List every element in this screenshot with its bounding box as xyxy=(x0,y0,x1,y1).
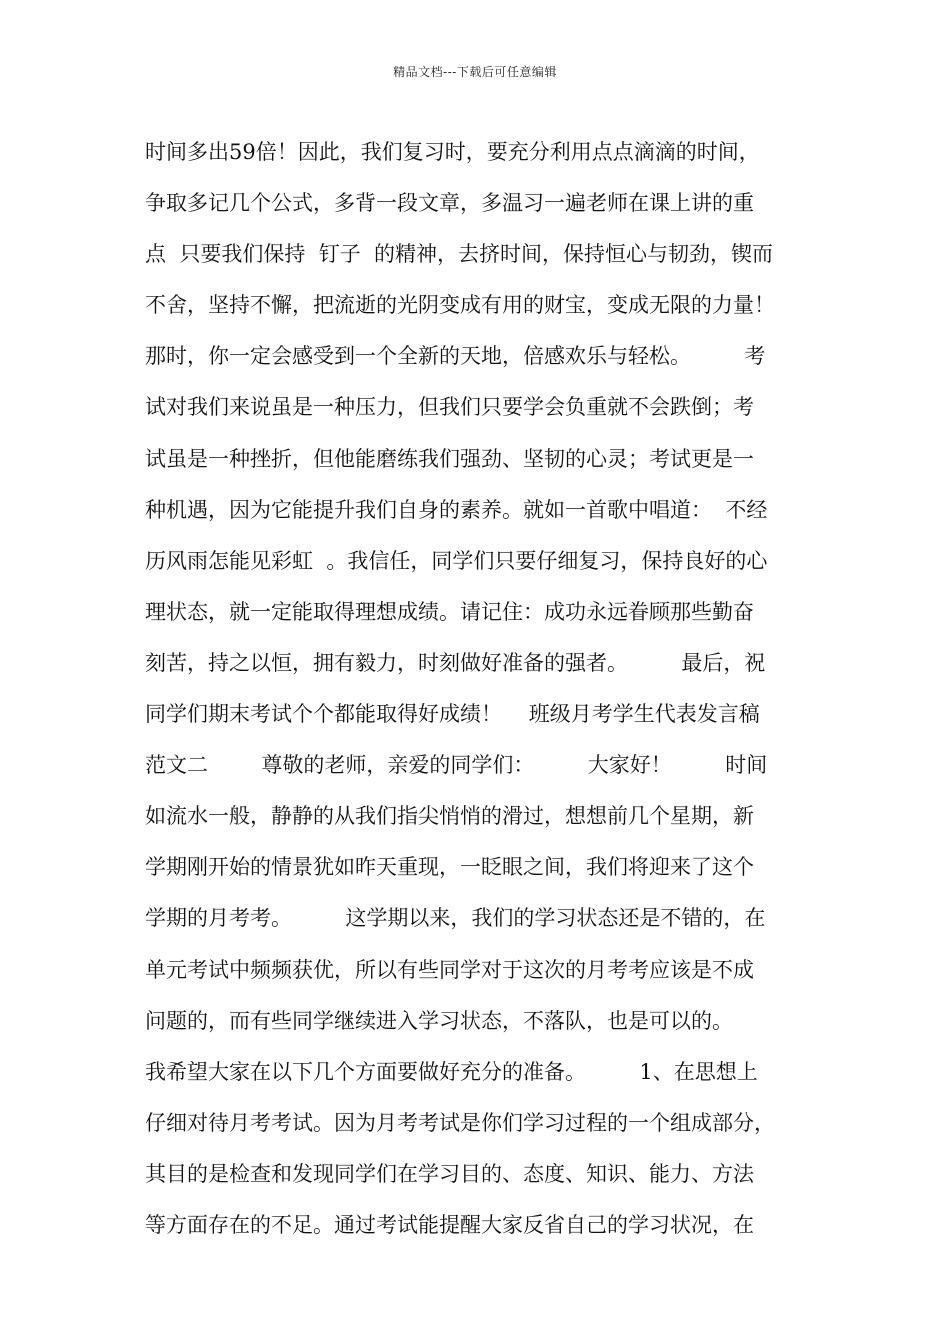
text-line: 不舍，坚持不懈，把流逝的光阴变成有用的财宝，变成无限的力量！ xyxy=(145,293,775,318)
text-line: 学期刚开始的情景犹如昨天重现，一眨眼之间，我们将迎来了这个 xyxy=(145,855,754,880)
text-line: 我希望大家在以下几个方面要做好充分的准备。 1、在思想上 xyxy=(145,1059,758,1084)
text-line: 理状态，就一定能取得理想成绩。请记住：成功永远眷顾那些勤奋 xyxy=(145,599,754,624)
text-line: 仔细对待月考考试。因为月考考试是你们学习过程的一个组成部分， xyxy=(145,1110,775,1135)
text-line: 种机遇，因为它能提升我们自身的素养。就如一首歌中唱道： 不经 xyxy=(145,497,768,522)
text-line: 其目的是检查和发现同学们在学习目的、态度、知识、能力、方法 xyxy=(145,1161,754,1186)
text-line: 学期的月考考。 这学期以来，我们的学习状态还是不错的，在 xyxy=(145,906,766,931)
text-line: 试对我们来说虽是一种压力，但我们只要学会负重就不会跌倒；考 xyxy=(145,395,754,420)
text-line: 那时，你一定会感受到一个全新的天地，倍感欢乐与轻松。 考 xyxy=(145,344,766,369)
page-header: 精品文档---下载后可任意编辑 xyxy=(393,65,557,79)
text-line: 历风雨怎能见彩虹 。我信任，同学们只要仔细复习，保持良好的心 xyxy=(145,548,768,573)
text-line: 争取多记几个公式，多背一段文章，多温习一遍老师在课上讲的重 xyxy=(145,191,754,216)
text-line: 同学们期末考试个个都能取得好成绩！ 班级月考学生代表发言稿 xyxy=(145,702,760,727)
text-line: 刻苦，持之以恒，拥有毅力，时刻做好准备的强者。 最后，祝 xyxy=(145,650,766,675)
text-line: 范文二 尊敬的老师，亲爱的同学们： 大家好！ 时间 xyxy=(145,753,768,778)
text-line: 时间多出59倍！因此，我们复习时，要充分利用点点滴滴的时间， xyxy=(145,140,760,164)
text-line: 如流水一般，静静的从我们指尖悄悄的滑过，想想前几个星期，新 xyxy=(145,804,754,829)
text-line: 点 只要我们保持 钉子 的精神，去挤时间，保持恒心与韧劲，锲而 xyxy=(145,242,774,267)
text-line: 单元考试中频频获优，所以有些同学对于这次的月考考应该是不成 xyxy=(145,957,754,982)
text-line: 等方面存在的不足。通过考试能提醒大家反省自己的学习状况，在 xyxy=(145,1212,754,1237)
body-text xyxy=(145,128,825,1252)
text-line: 试虽是一种挫折，但他能磨练我们强劲、坚韧的心灵；考试更是一 xyxy=(145,446,754,471)
text-line: 问题的，而有些同学继续进入学习状态，不落队，也是可以的。 xyxy=(145,1008,733,1033)
